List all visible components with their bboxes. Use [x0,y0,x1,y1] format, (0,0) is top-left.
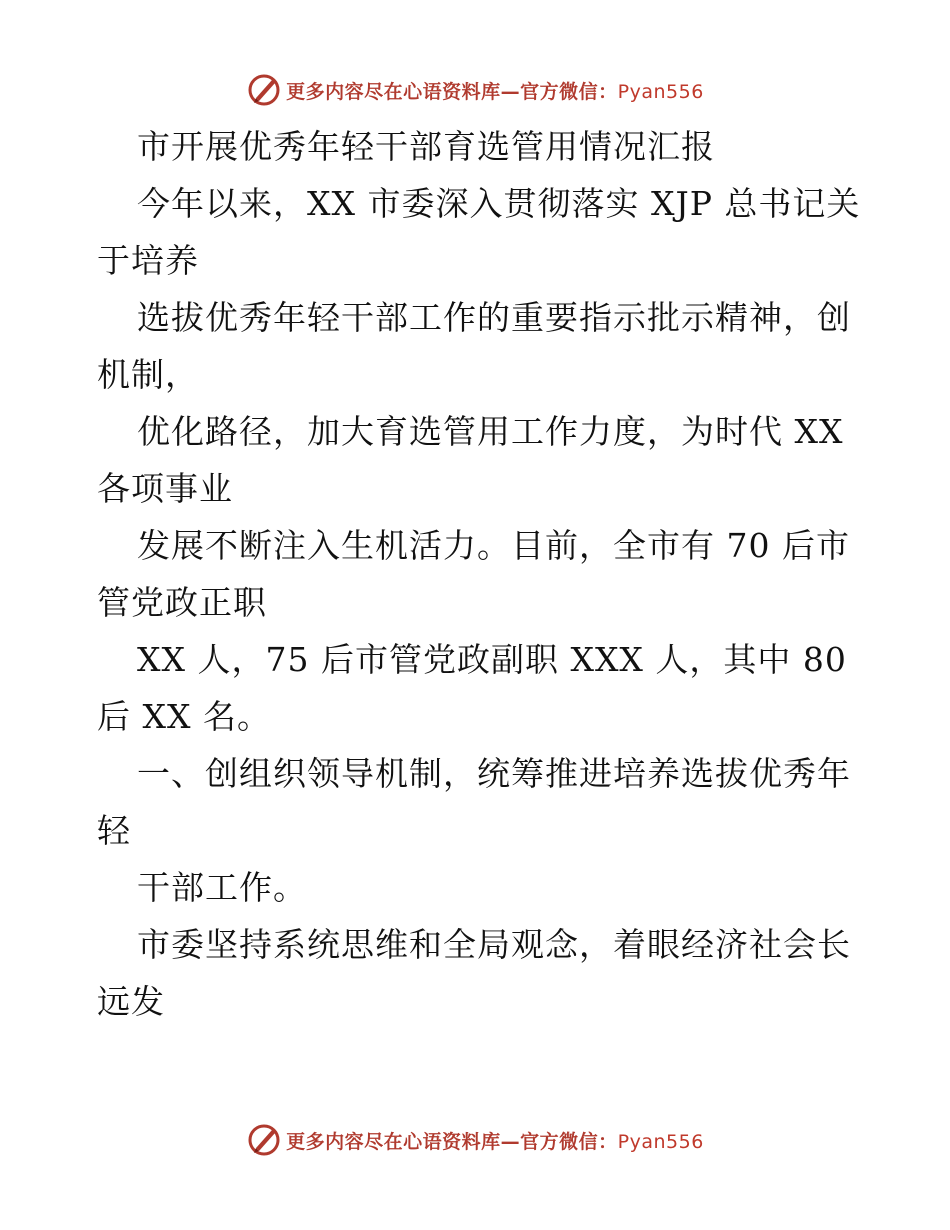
text-line: 选拔优秀年轻干部工作的重要指示批示精神，创 [137,298,851,337]
banner-text [286,77,704,104]
banner-contact: Pyan556 [617,80,704,103]
footer-banner [0,1120,950,1160]
pen-logo-icon [246,72,282,108]
header-banner [0,70,950,110]
banner-contact: Pyan556 [617,1130,704,1153]
text-line: XX 人，75 后市管党政副职 XXX 人，其中 80 [137,640,847,679]
text-line: 市委坚持系统思维和全局观念，着眼经济社会长 [137,925,851,964]
text-line: 干部工作。 [137,868,307,907]
text-line: 一、创组织领导机制，统筹推进培养选拔优秀年 [137,754,851,793]
text-line: 各项事业 [97,469,233,508]
text-line: 发展不断注入生机活力。目前，全市有 70 后市 [137,526,850,565]
text-line: 管党政正职 [97,583,267,622]
text-line: 今年以来，XX 市委深入贯彻落实 XJP 总书记关 [137,184,861,223]
text-line: 远发 [97,982,165,1021]
pen-logo-icon [246,1122,282,1158]
text-line: 市开展优秀年轻干部育选管用情况汇报 [137,127,715,166]
text-line: 机制， [97,355,199,394]
banner-label: 更多内容尽在心语资料库—官方微信： [286,1130,618,1153]
text-line: 优化路径，加大育选管用工作力度，为时代 XX [137,412,844,451]
banner-label: 更多内容尽在心语资料库—官方微信： [286,80,618,103]
text-line: 于培养 [97,241,199,280]
banner-text [286,1127,704,1154]
document-body [97,118,861,1030]
text-line: 后 XX 名。 [97,697,271,736]
text-line: 轻 [97,811,131,850]
